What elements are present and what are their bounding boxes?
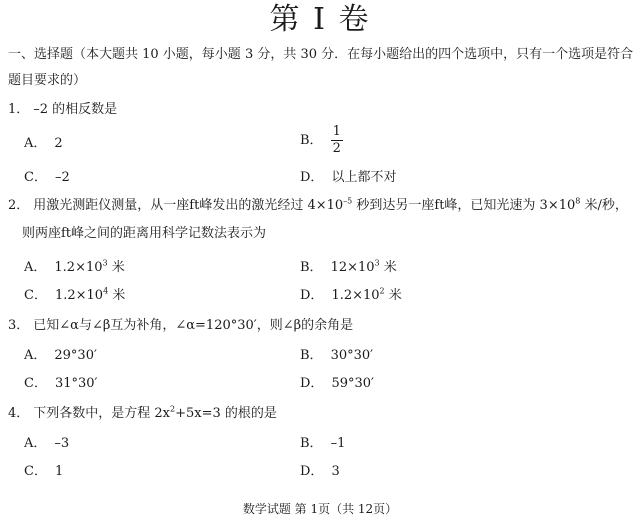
q1-option-b: B． $\frac{1}{2}$ bbox=[300, 124, 341, 156]
q1-option-c: C． –2 bbox=[24, 170, 70, 185]
q2-option-c: C． $1.2\times 10^4$ 米 bbox=[24, 286, 126, 303]
question-4: 4． 下列各数中，是方程 $2x^2+5x=3$ 的根的是 bbox=[8, 404, 277, 421]
question-stem: –2 的相反数是 bbox=[33, 102, 118, 117]
q1-option-d: D． 以上都不对 bbox=[300, 170, 397, 185]
question-2-line-2: 则两座ft峰之间的距离用科学记数法表示为 bbox=[22, 226, 267, 241]
q3-option-d: D． 59°30′ bbox=[300, 376, 374, 391]
q4-option-c: C． 1 bbox=[24, 464, 64, 479]
q2-option-b: B． $12\times 10^3$ 米 bbox=[300, 258, 397, 275]
question-number: 2． bbox=[8, 198, 30, 213]
page-title: 第 I 卷 bbox=[269, 2, 371, 37]
section-heading: 一、选择题（本大题共 10 小题，每小题 3 分，共 30 分．在每小题给出的四个选项中，只有一个选项是符合题目要求的） bbox=[8, 47, 634, 88]
question-stem: 已知∠α与∠β互为补角，∠α=120°30′，则∠β的余角是 bbox=[33, 318, 354, 333]
q4-option-b: B． –1 bbox=[300, 436, 346, 451]
page-footer: 数学试题 第 1页（共 12页） bbox=[242, 502, 398, 516]
q4-option-a: A． –3 bbox=[24, 436, 70, 451]
question-2: 2． 用激光测距仪测量，从一座ft峰发出的激光经过 $4\times 10^{-5}$ 秒到达另一座ft峰，已知光速为 $3\times 10^8$ 米/秒， bbox=[8, 196, 628, 213]
q3-option-c: C． 31°30′ bbox=[24, 376, 98, 391]
q3-option-a: A． 29°30′ bbox=[24, 348, 97, 363]
q1-option-a: A． 2 bbox=[24, 136, 63, 151]
fraction: $\frac{1}{2}$ bbox=[332, 124, 341, 156]
question-number: 1． bbox=[8, 102, 30, 117]
question-3 bbox=[8, 316, 353, 336]
question-number: 4． bbox=[8, 406, 30, 421]
question-number: 3． bbox=[8, 318, 30, 333]
question-1 bbox=[8, 100, 117, 120]
q2-option-a: A． $1.2\times 10^3$ 米 bbox=[24, 258, 125, 275]
q4-option-d: D． 3 bbox=[300, 464, 340, 479]
q3-option-b: B． 30°30′ bbox=[300, 348, 374, 363]
q2-option-d: D． $1.2\times 10^2$ 米 bbox=[300, 286, 402, 303]
